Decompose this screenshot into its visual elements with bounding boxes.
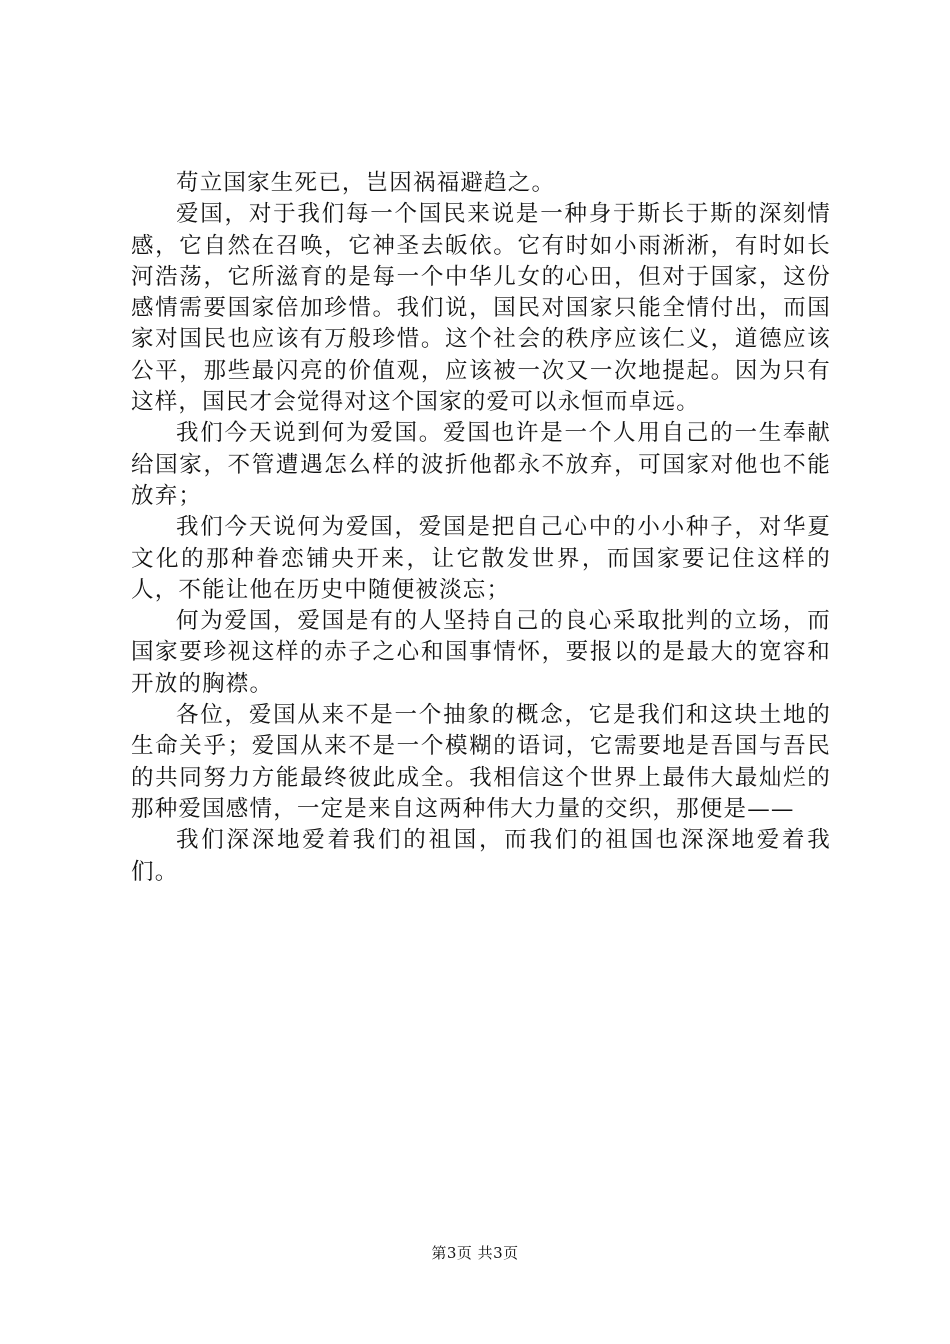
paragraph-6: 各位，爱国从来不是一个抽象的概念，它是我们和这块土地的生命关乎；爱国从来不是一个模糊的语词，它需要地是吾国与吾民的共同努力方能最终彼此成全。我相信这个世界上最伟大最灿烂的那种爱国感情，一定是来自这两种伟大力量的交织，那便是——: [131, 702, 831, 822]
document-body: [131, 168, 831, 888]
paragraph-7: 我们深深地爱着我们的祖国，而我们的祖国也深深地爱着我们。: [131, 827, 831, 885]
page-footer: [0, 1242, 950, 1263]
page-number-label: 第3页 共3页: [431, 1244, 519, 1262]
paragraph-1: 苟立国家生死已，岂因祸福避趋之。: [176, 170, 556, 196]
paragraph-5: 何为爱国，爱国是有的人坚持自己的良心采取批判的立场，而国家要珍视这样的赤子之心和国事情怀，要报以的是最大的宽容和开放的胸襟。: [131, 608, 831, 697]
paragraph-3: 我们今天说到何为爱国。爱国也许是一个人用自己的一生奉献给国家，不管遭遇怎么样的波折他都永不放弃，可国家对他也不能放弃；: [131, 420, 831, 509]
paragraph-2: 爱国，对于我们每一个国民来说是一种身于斯长于斯的深刻情感，它自然在召唤，它神圣去皈依。它有时如小雨淅淅，有时如长河浩荡，它所滋育的是每一个中华儿女的心田，但对于国家，这份感情需要国家倍加珍惜。我们说，国民对国家只能全情付出，而国家对国民也应该有万般珍惜。这个社会的秩序应该仁义，道德应该公平，那些最闪亮的价值观，应该被一次又一次地提起。因为只有这样，国民才会觉得对这个国家的爱可以永恒而卓远。: [131, 201, 831, 416]
paragraph-4: 我们今天说何为爱国，爱国是把自己心中的小小种子，对华夏文化的那种眷恋铺央开来，让它散发世界，而国家要记住这样的人，不能让他在历史中随便被淡忘；: [131, 514, 831, 603]
